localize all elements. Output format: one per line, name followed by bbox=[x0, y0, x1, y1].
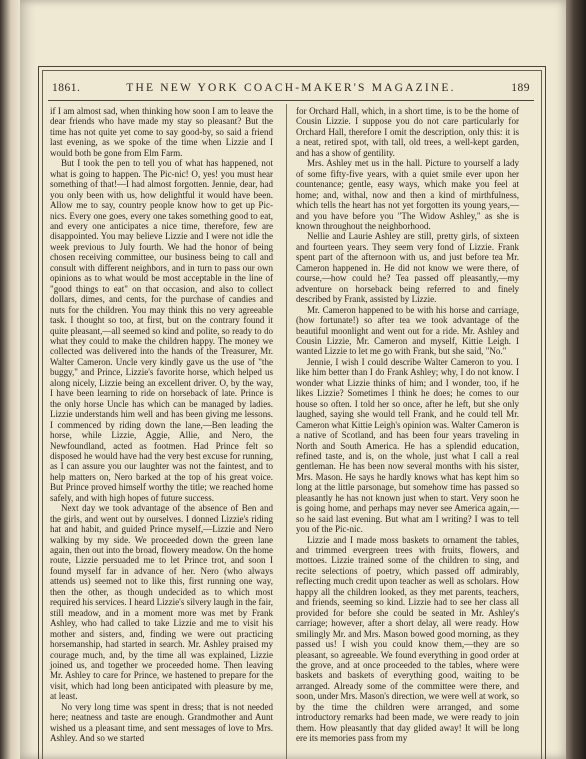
paragraph: Lizzie and I made moss baskets to ornament the tables, and trimmed evergreen trees with fruits, flowers, and mottoes. Lizzie trained some of the children to sing, and recite selections of poetry, which passed off admirably, reflecting much credit upon teacher as well as scholars. How happy all the children looked, as they met parents, teachers, and friends, seeming so kind. Lizzie had to see her class all provided for before she could be seated in Mr. Ashley's carriage; however, after a short delay, all were ready. How smilingly Mr. and Mrs. Mason bowed good morning, as they passed us! I wish you could know them,—they are so pleasant, so agreeable. We found everything in good order at the grove, and at once proceeded to the tables, where were baskets and baskets of everything good, waiting to be arranged. Already some of the committee were there, and soon, under Mrs. Mason's direction, we were well at work, so by the time the children were arranged, and some introductory remarks had been made, we were ready to join them. How pleasantly that day glided away! It will be long ere its memories pass from my bbox=[296, 534, 519, 744]
paragraph: Next day we took advantage of the absence of Ben and the girls, and went out by ourselves. I donned Lizzie's riding hat and habit, and guided Prince myself,—Lizzie and Nero walking by my side. We proceeded down the green lane again, then out into the broad, flowery meadow. On the home route, Lizzie persuaded me to let Prince trot, and soon I found myself far in advance of her. Nero (who always attends us) seemed not to like this, first running one way, then the other, as though undecided as to which most required his services. I heard Lizzie's silvery laugh in the fair, still meadow, and in a moment more was met by Frank Ashley, who had called to take Lizzie and me to visit his mother and sisters, and, finding we were out practicing horsemanship, had started in search. Mr. Ashley praised my courage much, and, by the time all was explained, Lizzie joined us, and together we proceeded home. Then leaving Mr. Ashley to care for Prince, we hastened to prepare for the visit, which had long been anticipated with pleasure by me, at least. bbox=[50, 503, 273, 702]
paragraph: Nellie and Laurie Ashley are still, pretty girls, of sixteen and fourteen years. They seem very fond of Lizzie. Frank spent part of the afternoon with us, and just before tea Mr. Cameron happened in. He did not know we were there, of course,—how could he? Tea passed off pleasantly,—my adventure on horseback being referred to and finely described by Frank, assisted by Lizzie. bbox=[296, 231, 519, 305]
paragraph: Mr. Cameron happened to be with his horse and carriage, (how fortunate!) so after tea we took advantage of the beautiful moonlight and went out for a ride. Mr. Ashley and Cousin Lizzie, Mr. Cameron and myself, Kittie Leigh. I wanted Lizzie to let me go with Frank, but she said, "No." bbox=[296, 304, 519, 357]
running-header bbox=[48, 78, 534, 98]
header-year: 1861. bbox=[52, 82, 81, 94]
magazine-page bbox=[20, 0, 566, 759]
header-title: THE NEW YORK COACH-MAKER'S MAGAZINE. bbox=[126, 82, 456, 94]
right-column bbox=[296, 106, 519, 744]
column-divider bbox=[286, 104, 287, 759]
paragraph: Mrs. Ashley met us in the hall. Picture to yourself a lady of some fifty-five years, with a quiet smile ever upon her countenance; gentle, easy ways, which make you feel at home; and, withal, now and then a kind of mirthfulness, which tells the heart has not yet forgotten its young years,—and you have before you "The Widow Ashley," as she is known throughout the neighborhood. bbox=[296, 158, 519, 231]
header-rule bbox=[48, 100, 534, 101]
paragraph: No very long time was spent in dress; that is not needed here; neatness and taste are enough. Grandmother and Aunt wished us a pleasant time, and sent messages of love to Mrs. Ashley. And so we started bbox=[50, 701, 273, 744]
paragraph: for Orchard Hall, which, in a short time, is to be the home of Cousin Lizzie. I suppose you do not care particularly for Orchard Hall, therefore I omit the description, only this: it is a neat, retired spot, with tall, old trees, a well-kept garden, and has a show of gentility. bbox=[296, 106, 519, 158]
paragraph: if I am almost sad, when thinking how soon I am to leave the dear friends who have made my stay so pleasant? But the time has not quite yet come to say good-by, so said a friend last evening, as we spoke of the time when Lizzie and I would both be gone from Elm Farm. bbox=[50, 106, 273, 158]
paragraph: But I took the pen to tell you of what has happened, not what is going to happen. The Pic-nic! O, yes! you must hear something of that!—I had almost forgotten. Jennie, dear, had you only been with us, how delightful it would have been. Allow me to say, country people know how to get up Pic-nics. Every one goes, every one takes something good to eat, and every one anticipates a nice time, therefore, few are disappointed. You may believe Lizzie and I were not idle the week previous to July fourth. We had the honor of being chosen receiving committee, our business being to call and consult with different neighbors, and in turn to pass our own opinions as to what would be most acceptable in the line of "good things to eat" on that occasion, and also to collect dollars, dimes, and cents, for the purchase of candies and nuts for the children. You may think this no very agreeable task. I thought so too, at first, but on the contrary found it quite pleasant,—all seemed so kind and polite, so ready to do what they could to make the children happy. The money we collected was delivered into the hands of the Treasurer, Mr. Walter Cameron. Uncle very kindly gave us the use of "the buggy," and Prince, Lizzie's favorite horse, which helped us along nicely, Lizzie being an excellent driver. O, by the way, I have been learning to ride on horseback of late. Prince is the only horse Uncle has which can be managed by ladies. Lizzie understands him well and has been giving me lessons. I commenced by riding down the lane,—Ben leading the horse, while Lizzie, Aggie, Allie, and Nero, the Newfoundland, acted as footmen. Had Prince felt so disposed he would have had the very best excuse for running, as I can assure you our laughter was not the faintest, and to help matters on, Nero barked at the top of his great voice. But Prince proved himself worthy the title; we reached home safely, and with high hopes of future success. bbox=[50, 158, 273, 503]
page-number: 189 bbox=[511, 82, 530, 94]
paragraph: Jennie, I wish I could describe Walter Cameron to you. I like him better than I do Frank Ashley; why, I do not know. I wonder what Lizzie thinks of him; and I wonder, too, if he likes Lizzie? Sometimes I think he does; he comes to our house so often. I told her so once, after he left, but she only laughed, saying she would tell Frank, and he could tell Mr. Cameron what Kittie Leigh's opinion was. Walter Cameron is a native of Scotland, and has been four years traveling in North and South America. He has a splendid education, refined taste, and is, on the whole, just what I call a real gentleman. He has been now several months with his sister, Mrs. Mason. He says he hardly knows what has kept him so long at the little parsonage, but somehow time has passed so pleasantly he has not known just when to start. Very soon he is going home, and perhaps may never see America again,—so he said last evening. But what am I writing? I was to tell you of the Pic-nic. bbox=[296, 356, 519, 535]
left-column bbox=[50, 106, 273, 744]
left-book-edge bbox=[0, 0, 20, 759]
right-book-edge bbox=[566, 0, 586, 759]
